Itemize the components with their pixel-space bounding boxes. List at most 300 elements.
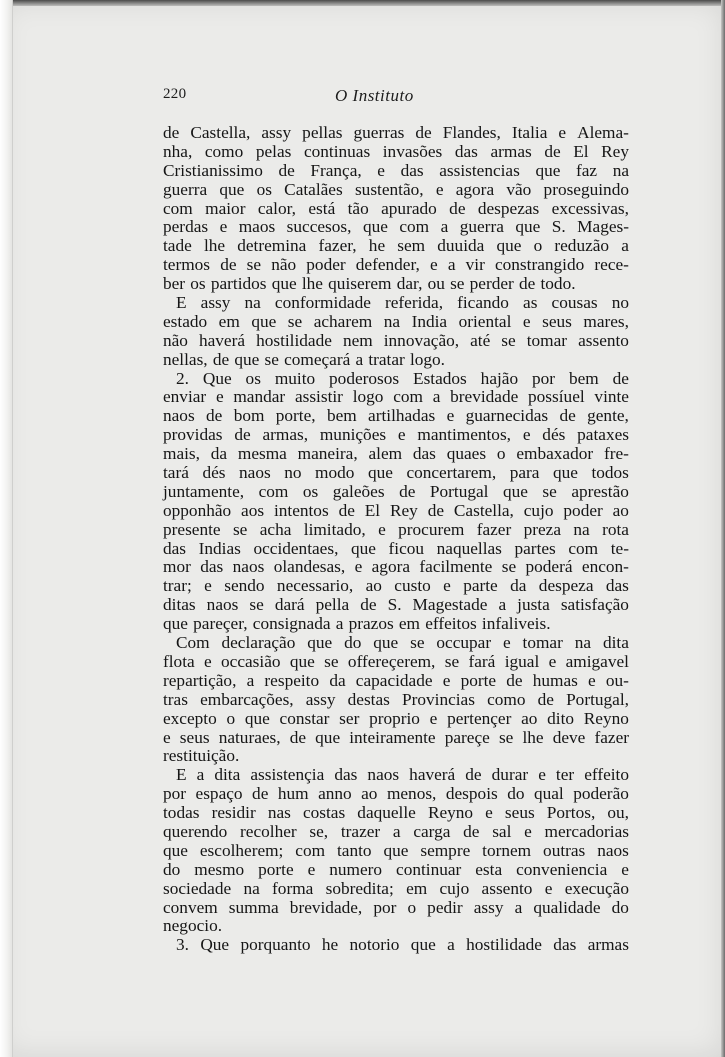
word: flota <box>163 651 195 671</box>
text-line <box>163 445 629 464</box>
word: Provincias <box>402 689 475 709</box>
text-line <box>163 351 629 370</box>
body-text <box>163 124 629 955</box>
word: na <box>612 160 629 180</box>
word: que <box>362 217 388 237</box>
word: assy <box>261 123 292 142</box>
word: que <box>163 840 188 860</box>
text-line <box>163 785 629 804</box>
word: e <box>397 425 406 445</box>
word: despezas <box>477 198 540 218</box>
word: agora <box>455 179 495 199</box>
word: defender, <box>355 255 420 275</box>
word: assistir <box>294 387 343 407</box>
word: Rey <box>389 500 418 520</box>
word: maneira, <box>297 444 358 464</box>
word: e <box>588 670 596 690</box>
word: ou <box>427 274 445 294</box>
word: armas <box>490 141 532 161</box>
word: ao <box>612 500 629 520</box>
word: nas <box>267 803 291 823</box>
word: quaes <box>446 444 487 464</box>
text-line <box>163 558 629 577</box>
word: que <box>315 727 341 747</box>
word: acha <box>259 519 292 539</box>
word: Que <box>202 368 232 388</box>
word: fre- <box>603 444 629 464</box>
word: durar <box>491 765 529 785</box>
word: sempre <box>420 840 471 860</box>
word: vão <box>506 179 532 199</box>
word: tade <box>163 236 192 256</box>
word: que <box>515 217 541 237</box>
text-line <box>163 426 629 445</box>
text-line <box>163 162 629 181</box>
word: tornem <box>482 840 532 860</box>
word: sal <box>492 821 512 841</box>
word: das <box>412 444 436 464</box>
word: embaxador <box>516 444 594 464</box>
word: os <box>245 368 261 388</box>
word: facilmente <box>419 557 493 577</box>
word: e <box>548 651 557 671</box>
word: do <box>344 633 362 653</box>
word: pertençer <box>447 708 512 728</box>
word: e <box>544 878 553 898</box>
word: logo. <box>409 349 445 369</box>
word: muito <box>274 368 316 388</box>
word: daquelle <box>357 803 416 823</box>
word: como <box>204 141 244 161</box>
word: e <box>219 217 228 237</box>
word: os <box>190 274 206 294</box>
word: naos <box>597 840 629 860</box>
word: se <box>246 255 262 275</box>
word: e <box>538 765 546 785</box>
word: na <box>573 519 590 539</box>
word: de <box>612 368 629 388</box>
word: que <box>502 481 528 501</box>
word: Portugal, <box>566 689 629 709</box>
word: de <box>278 160 295 180</box>
word: maos <box>238 217 276 237</box>
word: se <box>232 519 248 539</box>
word: acharem <box>313 311 373 331</box>
word: faz <box>575 160 598 180</box>
word: Com <box>176 633 210 653</box>
word: tomar <box>526 330 568 350</box>
word: querendo <box>163 821 228 841</box>
word: partes <box>514 538 556 558</box>
word: começará <box>284 349 351 369</box>
word: recolher <box>240 821 297 841</box>
word: respeito <box>264 670 320 690</box>
word: mor <box>163 557 191 577</box>
word: repartição, <box>163 670 237 690</box>
word: armas <box>587 935 629 955</box>
word: com <box>393 387 423 407</box>
word: sustentão, <box>354 179 424 199</box>
paragraph-first-line <box>163 766 629 785</box>
word: continuas <box>303 141 371 161</box>
word: continuar <box>396 859 462 879</box>
text-line <box>163 729 629 748</box>
word: e <box>204 651 212 671</box>
word: escolherem; <box>199 840 284 860</box>
word: S. <box>387 595 402 615</box>
word: ao <box>521 708 538 728</box>
word: tará <box>163 463 189 483</box>
word: de <box>427 500 445 520</box>
word: declaração <box>221 633 296 653</box>
word: que <box>496 236 522 256</box>
word: que <box>234 349 260 369</box>
word: de <box>506 670 523 690</box>
word: no <box>284 463 302 483</box>
word: guerra <box>459 217 504 237</box>
word: está <box>308 198 336 218</box>
word: carga <box>413 821 451 841</box>
word: estado <box>163 311 208 331</box>
text-line <box>163 540 629 559</box>
word: que <box>552 463 578 483</box>
word: anno <box>318 784 352 804</box>
word: mantimentos, <box>417 425 511 445</box>
word: ficou <box>388 538 425 558</box>
word: duuida <box>437 236 485 256</box>
word: fazer <box>476 519 512 539</box>
word: poderá <box>525 557 573 577</box>
word: costas <box>302 803 346 823</box>
word: igual <box>504 651 540 671</box>
word: no <box>611 293 629 313</box>
word: na <box>574 633 592 653</box>
text-line <box>163 407 629 426</box>
word: que <box>410 935 436 955</box>
word: que <box>535 160 561 180</box>
word: a <box>621 236 629 256</box>
word: o <box>226 708 236 728</box>
page-number: 220 <box>163 86 187 102</box>
word: que <box>163 614 188 634</box>
word: Italia <box>511 123 548 142</box>
word: qual <box>533 784 564 804</box>
paragraph-first-line <box>163 634 629 653</box>
word: assy <box>473 897 504 917</box>
word: na <box>244 293 261 313</box>
word: prazos <box>348 614 394 634</box>
word: Castella, <box>453 500 514 520</box>
word: Cristianissimo <box>163 160 263 180</box>
text-line <box>163 691 629 710</box>
word: excessivas, <box>551 198 629 218</box>
word: S. <box>551 217 566 237</box>
word: mandar <box>233 387 286 407</box>
word: encon- <box>581 557 629 577</box>
word: por <box>532 368 556 388</box>
word: munições <box>319 425 387 445</box>
word: sendo <box>224 576 265 596</box>
word: mares, <box>583 311 629 331</box>
word: que <box>307 633 333 653</box>
word: na <box>383 311 401 331</box>
word: tratar <box>368 349 405 369</box>
word: tras <box>163 689 188 709</box>
word: excepto <box>163 708 217 728</box>
word: se <box>498 727 514 747</box>
word: e <box>522 311 531 331</box>
word: E <box>176 293 187 313</box>
word: e <box>215 387 224 407</box>
word: se <box>324 651 339 671</box>
word: embarcações, <box>200 689 294 709</box>
word: qualidade <box>533 897 601 917</box>
word: ou, <box>607 803 629 823</box>
word: em <box>398 614 421 634</box>
text-line <box>163 181 629 200</box>
word: conveniencia <box>516 859 608 879</box>
word: guarnecidas <box>465 406 549 426</box>
word: conformidade <box>274 293 371 313</box>
word: concertarem, <box>406 463 497 483</box>
word: o <box>407 897 417 917</box>
word: ficando <box>457 293 509 313</box>
word: que <box>289 651 315 671</box>
word: termos <box>163 255 211 275</box>
word: que <box>350 538 376 558</box>
text-line <box>163 615 629 634</box>
word: na <box>243 878 260 898</box>
word: dito <box>547 708 575 728</box>
word: todos <box>591 463 629 483</box>
word: mesma <box>237 444 287 464</box>
word: tanto <box>336 840 372 860</box>
text-line <box>163 577 629 596</box>
word: e <box>524 821 532 841</box>
word: para <box>509 463 540 483</box>
word: constar <box>279 708 330 728</box>
word: do <box>507 784 525 804</box>
word: despeza <box>538 576 594 596</box>
word: hajão <box>480 368 519 388</box>
word: partidos <box>210 274 267 294</box>
word: que <box>244 708 270 728</box>
word: mais, <box>163 444 200 464</box>
word: e <box>522 425 531 445</box>
running-title: O Instituto <box>335 86 414 105</box>
word: e <box>378 519 386 539</box>
word: de <box>399 481 416 501</box>
text-line <box>163 275 629 294</box>
word: e <box>377 160 385 180</box>
word: consignada <box>252 614 331 634</box>
word: poder <box>306 255 346 275</box>
word: sociedade <box>163 878 232 898</box>
word: dita <box>214 765 241 785</box>
word: se <box>501 330 516 350</box>
word: vinte <box>594 387 629 407</box>
word: guerra <box>163 179 208 199</box>
word: que <box>251 311 277 331</box>
word: haverá <box>198 330 246 350</box>
text-line <box>163 899 629 918</box>
text-line <box>163 483 629 502</box>
word: ter <box>555 765 575 785</box>
text-line <box>163 823 629 842</box>
word: procurem <box>398 519 465 539</box>
word: porquanto <box>240 935 311 955</box>
word: com <box>399 217 430 237</box>
word: da <box>210 444 228 464</box>
word: trar; <box>163 576 192 596</box>
word: não <box>163 330 188 350</box>
word: he <box>368 236 386 256</box>
word: execução <box>564 878 629 898</box>
word: se <box>410 633 425 653</box>
page-top-edge <box>0 0 725 6</box>
word: com <box>163 198 193 218</box>
word: dar, <box>396 274 423 294</box>
word: a <box>432 387 441 407</box>
word: e <box>485 803 493 823</box>
word: com <box>568 538 599 558</box>
word: galeões <box>332 481 385 501</box>
text-line <box>163 880 629 899</box>
word: seus <box>504 803 535 823</box>
word: que <box>373 633 399 653</box>
word: aprestão <box>571 481 629 501</box>
word: fazer <box>594 727 629 747</box>
word: da <box>329 670 346 690</box>
word: mercadorias <box>544 821 629 841</box>
word: numero <box>329 859 383 879</box>
word: presente <box>163 519 221 539</box>
word: tomar <box>522 633 563 653</box>
word: haverá <box>409 765 456 785</box>
word: os <box>302 481 319 501</box>
word: a <box>392 821 401 841</box>
word: succesos, <box>286 217 352 237</box>
word: porte <box>258 859 294 879</box>
word: sobredita; <box>325 878 394 898</box>
word: logo <box>352 387 384 407</box>
word: India <box>411 311 448 331</box>
word: por <box>373 897 397 917</box>
word: dés <box>202 463 226 483</box>
word: El <box>573 141 589 161</box>
word: e <box>442 670 451 690</box>
word: summa <box>228 897 279 917</box>
word: pella <box>315 595 350 615</box>
word: infaliveis. <box>481 614 551 634</box>
word: a <box>514 897 523 917</box>
word: se, <box>309 821 329 841</box>
text-line <box>163 256 629 275</box>
word: todo. <box>540 274 576 294</box>
word: mesmo <box>194 859 245 879</box>
text-line <box>163 710 629 729</box>
word: e <box>354 557 363 577</box>
word: por <box>163 784 187 804</box>
word: oriental <box>458 311 512 331</box>
word: amigavel <box>565 651 629 671</box>
word: opponhão <box>163 500 232 520</box>
word: possíuel <box>528 387 585 407</box>
word: outras <box>543 840 586 860</box>
word: ber <box>163 274 186 294</box>
word: que <box>367 463 393 483</box>
word: de <box>234 425 251 445</box>
word: humas <box>532 670 578 690</box>
text-line <box>163 502 629 521</box>
word: hum <box>277 784 309 804</box>
word: e <box>502 633 511 653</box>
word: limitado, <box>303 519 366 539</box>
word: fará <box>468 651 496 671</box>
text-line <box>163 332 629 351</box>
word: effeitos <box>425 614 477 634</box>
word: aos <box>241 500 265 520</box>
word: forma <box>272 878 314 898</box>
word: justa <box>517 595 550 615</box>
word: cujo <box>439 878 470 898</box>
text-line <box>163 747 629 766</box>
word: residir <box>211 803 256 823</box>
word: de <box>163 123 180 142</box>
word: gente, <box>587 406 629 426</box>
text-line <box>163 464 629 483</box>
text-line <box>163 521 629 540</box>
word: bem <box>568 368 599 388</box>
word: apurado <box>381 198 437 218</box>
word: e <box>204 576 212 596</box>
word: constrangido <box>494 255 585 275</box>
word: custo <box>394 576 431 596</box>
word: lhe <box>301 274 323 294</box>
text-line <box>163 218 629 237</box>
word: necessario, <box>276 576 354 596</box>
word: naos <box>232 557 265 577</box>
word: de <box>465 765 482 785</box>
word: a <box>440 217 449 237</box>
text-line <box>163 653 629 672</box>
word: tão <box>347 198 369 218</box>
text-line <box>163 804 629 823</box>
word: detremina <box>237 236 307 256</box>
word: dés <box>542 425 566 445</box>
text-line <box>163 917 629 936</box>
running-header <box>163 86 629 108</box>
word: com <box>295 840 326 860</box>
word: Portugal <box>429 481 489 501</box>
word: naos <box>206 595 239 615</box>
word: de <box>289 727 307 747</box>
word: 3. <box>176 935 189 955</box>
word: poderão <box>573 784 629 804</box>
word: os <box>256 179 272 199</box>
word: se <box>501 557 517 577</box>
text-line <box>163 388 629 407</box>
word: da <box>510 576 527 596</box>
word: negocio. <box>163 916 223 936</box>
word: agora <box>371 557 411 577</box>
page-binding-edge <box>0 0 13 1057</box>
word: bem <box>326 406 357 426</box>
word: parte <box>463 576 498 596</box>
word: artilhadas <box>368 406 436 426</box>
word: providas <box>163 425 223 445</box>
word: e <box>558 123 567 142</box>
